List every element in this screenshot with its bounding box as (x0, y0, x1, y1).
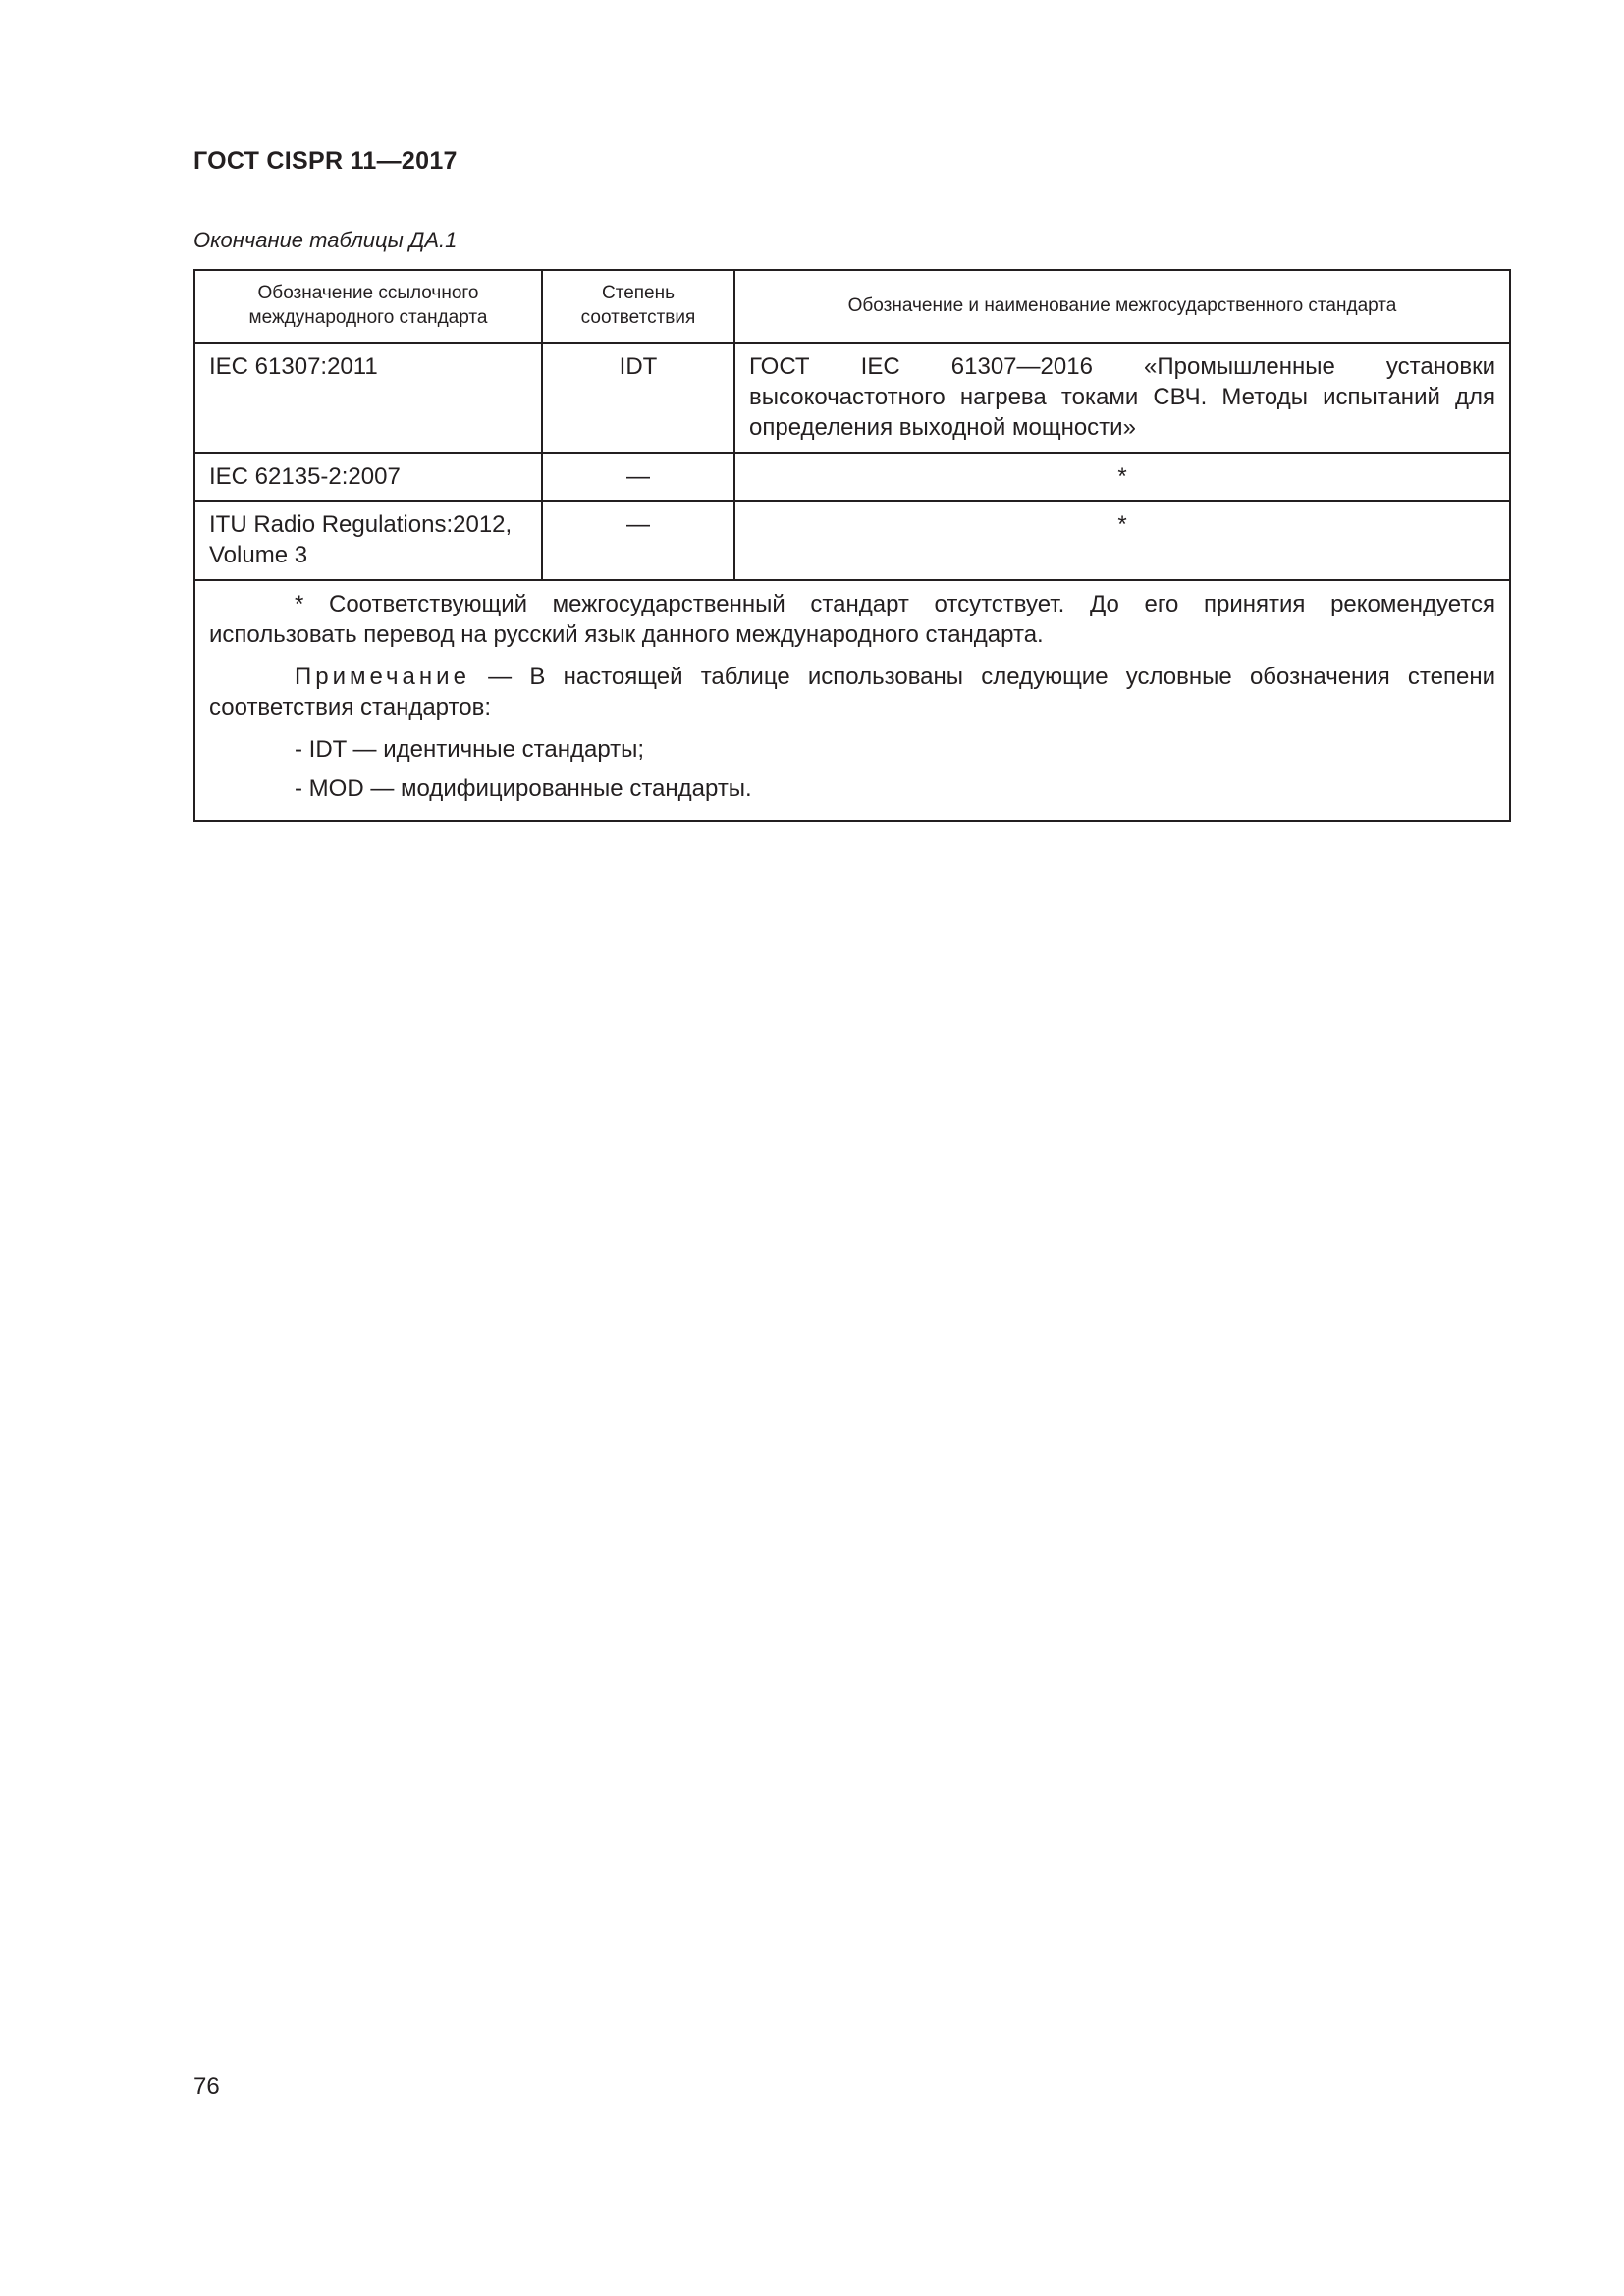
table-row (194, 343, 1510, 453)
table-notes-cell (194, 580, 1510, 821)
table-notes-row (194, 580, 1510, 821)
cell-reference: IEC 61307:2011 (194, 343, 542, 453)
table-header-row (194, 270, 1510, 343)
cell-reference: ITU Radio Regulations:2012, Volume 3 (194, 501, 542, 579)
note-paragraph (209, 662, 1495, 722)
cell-degree: IDT (542, 343, 734, 453)
header-interstate-standard: Обозначение и наименование межгосударственного стандарта (734, 270, 1510, 343)
table-row (194, 453, 1510, 501)
note-label: Примечание (295, 663, 470, 690)
cell-reference: IEC 62135-2:2007 (194, 453, 542, 501)
document-code-header: ГОСТ CISPR 11—2017 (193, 147, 458, 175)
cell-degree: — (542, 453, 734, 501)
header-degree: Степень соответствия (542, 270, 734, 343)
cell-interstate: * (734, 501, 1510, 579)
header-reference-standard: Обозначение ссылочного международного стандарта (194, 270, 542, 343)
table-row (194, 501, 1510, 579)
legend-item-idt: - IDT — идентичные стандарты; (295, 736, 645, 764)
standards-correspondence-table (193, 269, 1511, 822)
footnote-text: * Соответствующий межгосударственный стандарт отсутствует. До его принятия рекомендуется использовать перевод на русский язык данного международного стандарта. (209, 590, 1495, 648)
table-caption: Окончание таблицы ДА.1 (193, 228, 458, 252)
cell-interstate: ГОСТ IEC 61307—2016 «Промышленные установки высокочастотного нагрева токами СВЧ. Методы испытаний для определения выходной мощности» (734, 343, 1510, 453)
cell-degree: — (542, 501, 734, 579)
legend-item-mod: - MOD — модифицированные стандарты. (295, 774, 752, 802)
note-text: — В настоящей таблице использованы следующие условные обозначения степени соответствия стандартов: (209, 663, 1495, 721)
cell-interstate: * (734, 453, 1510, 501)
page-number: 76 (193, 2073, 220, 2100)
